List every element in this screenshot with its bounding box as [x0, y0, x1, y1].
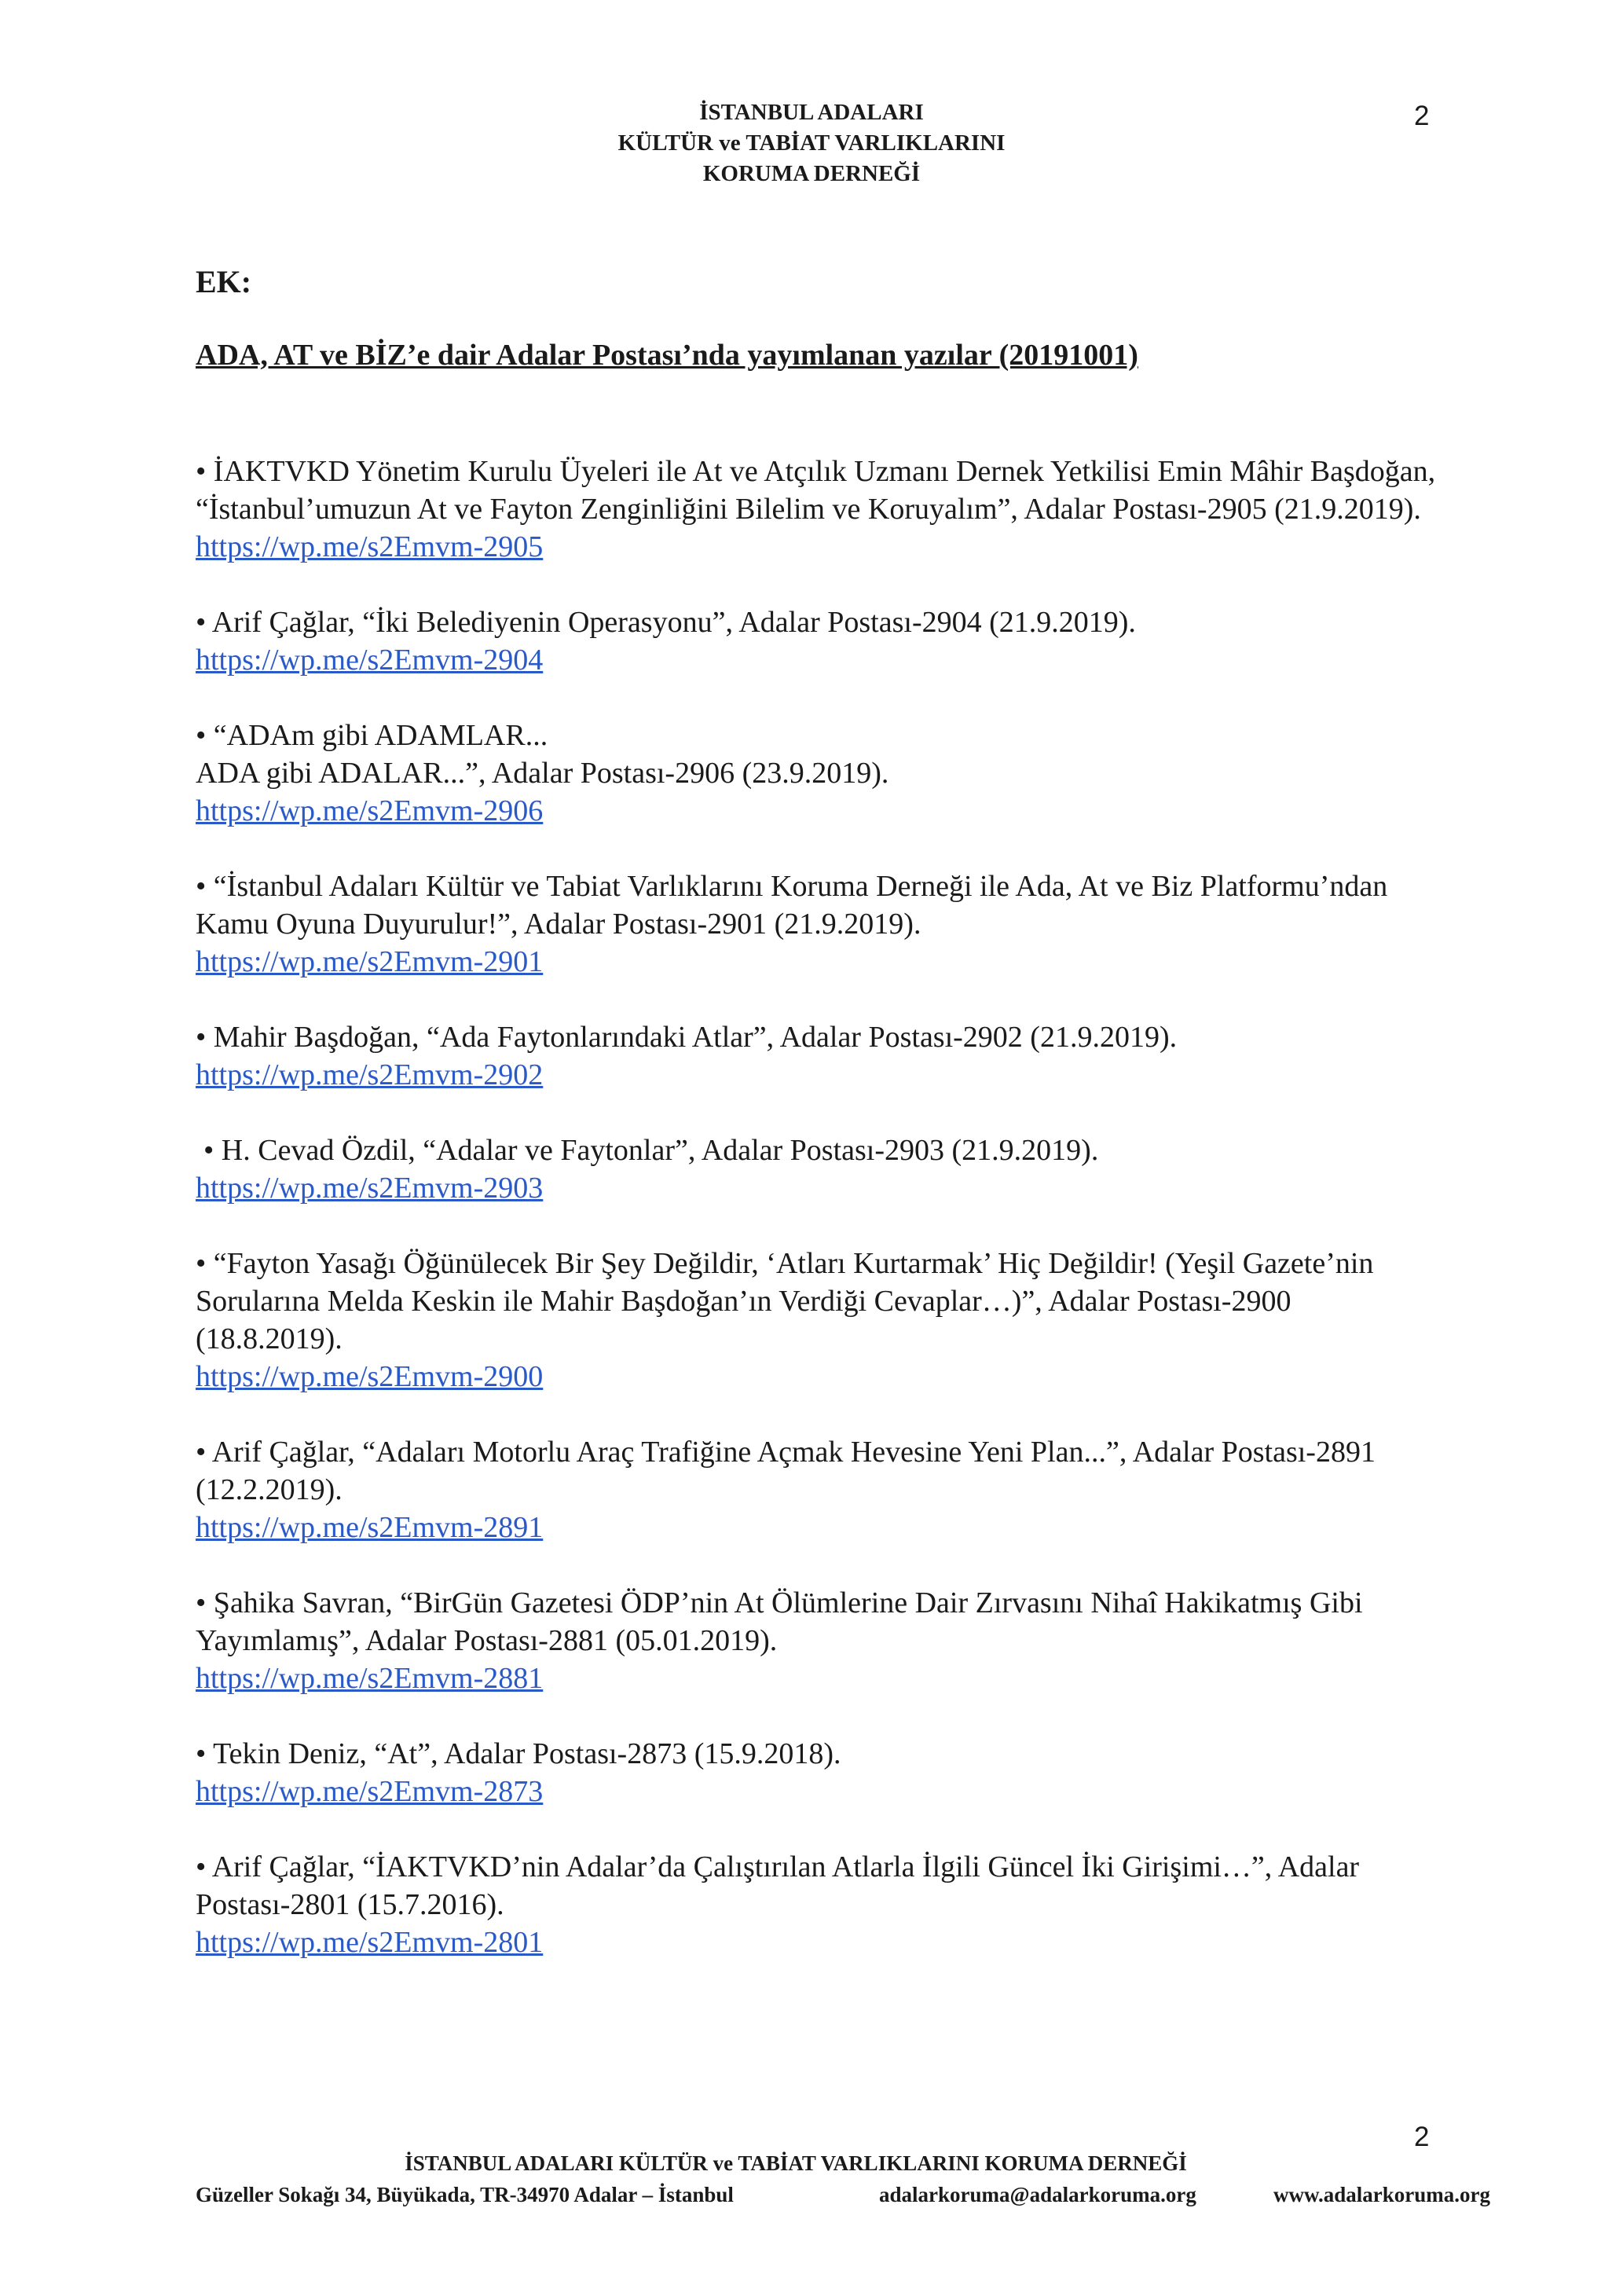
document-footer: [0, 2151, 1623, 2206]
list-item: [196, 1018, 1437, 1094]
footer-website[interactable]: www.adalarkoruma.org: [1273, 2183, 1490, 2206]
entry-link[interactable]: https://wp.me/s2Emvm-2891: [196, 1511, 544, 1544]
header-line-1: İSTANBUL ADALARI: [699, 100, 924, 125]
entry-link[interactable]: https://wp.me/s2Emvm-2903: [196, 1172, 544, 1205]
section-subtitle: ADA, AT ve BİZ’e dair Adalar Postası’nda yayımlanan yazılar (20191001): [196, 339, 1138, 372]
entry-text: • Şahika Savran, “BirGün Gazetesi ÖDP’nin At Ölümlerine Dair Zırvasını Nihaî Hakikatmış Gibi Yayımlamış”, Adalar Postası-2881 (05.01.2019).: [196, 1586, 1363, 1657]
list-item: [196, 453, 1437, 566]
entry-text: • Arif Çağlar, “İAKTVKD’nin Adalar’da Çalıştırılan Atlarla İlgili Güncel İki Girişimi…”, Adalar Postası-2801 (15.7.2016).: [196, 1850, 1360, 1921]
list-item: [196, 1433, 1437, 1546]
entry-link[interactable]: https://wp.me/s2Emvm-2906: [196, 794, 544, 827]
entry-text: • “İstanbul Adaları Kültür ve Tabiat Varlıklarını Koruma Derneği ile Ada, At ve Biz Platformu’ndan Kamu Oyuna Duyurulur!”, Adalar Postası-2901 (21.9.2019).: [196, 870, 1388, 941]
entry-text: • Arif Çağlar, “İki Belediyenin Operasyonu”, Adalar Postası-2904 (21.9.2019).: [196, 606, 1136, 639]
header-line-2: KÜLTÜR ve TABİAT VARLIKLARINI: [617, 130, 1006, 156]
page-number-bottom: 2: [1414, 2122, 1430, 2152]
document-header: [0, 97, 1623, 189]
list-item: [196, 1584, 1437, 1697]
list-item: [196, 1735, 1437, 1810]
entry-text: • “Fayton Yasağı Öğünülecek Bir Şey Değildir, ‘Atları Kurtarmak’ Hiç Değildir! (Yeşil Gazete’nin Sorularına Melda Keskin ile Mahir Başdoğan’ın Verdiği Cevaplar…)”, Adalar Postası-2900 (18.8.2019).: [196, 1247, 1374, 1355]
entry-text: • Tekin Deniz, “At”, Adalar Postası-2873 (15.9.2018).: [196, 1737, 841, 1770]
footer-email[interactable]: adalarkoruma@adalarkoruma.org: [879, 2183, 1196, 2206]
entry-text: • Arif Çağlar, “Adaları Motorlu Araç Trafiğine Açmak Hevesine Yeni Plan...”, Adalar Postası-2891 (12.2.2019).: [196, 1436, 1376, 1506]
entry-link[interactable]: https://wp.me/s2Emvm-2904: [196, 644, 544, 677]
entry-link[interactable]: https://wp.me/s2Emvm-2902: [196, 1058, 544, 1091]
entry-text: • Mahir Başdoğan, “Ada Faytonlarındaki Atlar”, Adalar Postası-2902 (21.9.2019).: [196, 1021, 1178, 1054]
footer-address: Güzeller Sokağı 34, Büyükada, TR-34970 Adalar – İstanbul: [196, 2183, 734, 2206]
entry-link[interactable]: https://wp.me/s2Emvm-2801: [196, 1926, 544, 1959]
entry-link[interactable]: https://wp.me/s2Emvm-2900: [196, 1360, 544, 1393]
entry-link[interactable]: https://wp.me/s2Emvm-2873: [196, 1775, 544, 1808]
ek-label: EK:: [196, 264, 252, 299]
footer-title: İSTANBUL ADALARI KÜLTÜR ve TABİAT VARLIKLARINI KORUMA DERNEĞİ: [405, 2151, 1187, 2175]
entry-link[interactable]: https://wp.me/s2Emvm-2905: [196, 530, 544, 563]
entry-text: • “ADAm gibi ADAMLAR... ADA gibi ADALAR...”, Adalar Postası-2906 (23.9.2019).: [196, 719, 889, 790]
entry-text: • H. Cevad Özdil, “Adalar ve Faytonlar”, Adalar Postası-2903 (21.9.2019).: [203, 1134, 1099, 1167]
article-list: [196, 453, 1437, 1999]
list-item: [196, 867, 1437, 981]
list-item: [196, 1245, 1437, 1396]
entry-link[interactable]: https://wp.me/s2Emvm-2901: [196, 945, 544, 978]
list-item: [196, 1848, 1437, 1961]
list-item: [196, 1131, 1437, 1207]
header-line-3: KORUMA DERNEĞİ: [702, 161, 921, 186]
page-number-top: 2: [1414, 101, 1430, 131]
list-item: [196, 603, 1437, 679]
entry-text: • İAKTVKD Yönetim Kurulu Üyeleri ile At ve Atçılık Uzmanı Dernek Yetkilisi Emin Mâhir Başdoğan, “İstanbul’umuzun At ve Fayton Zenginliğini Bilelim ve Koruyalım”, Adalar Postası-2905 (21.9.2019).: [196, 455, 1436, 526]
list-item: [196, 717, 1437, 830]
entry-link[interactable]: https://wp.me/s2Emvm-2881: [196, 1662, 544, 1695]
